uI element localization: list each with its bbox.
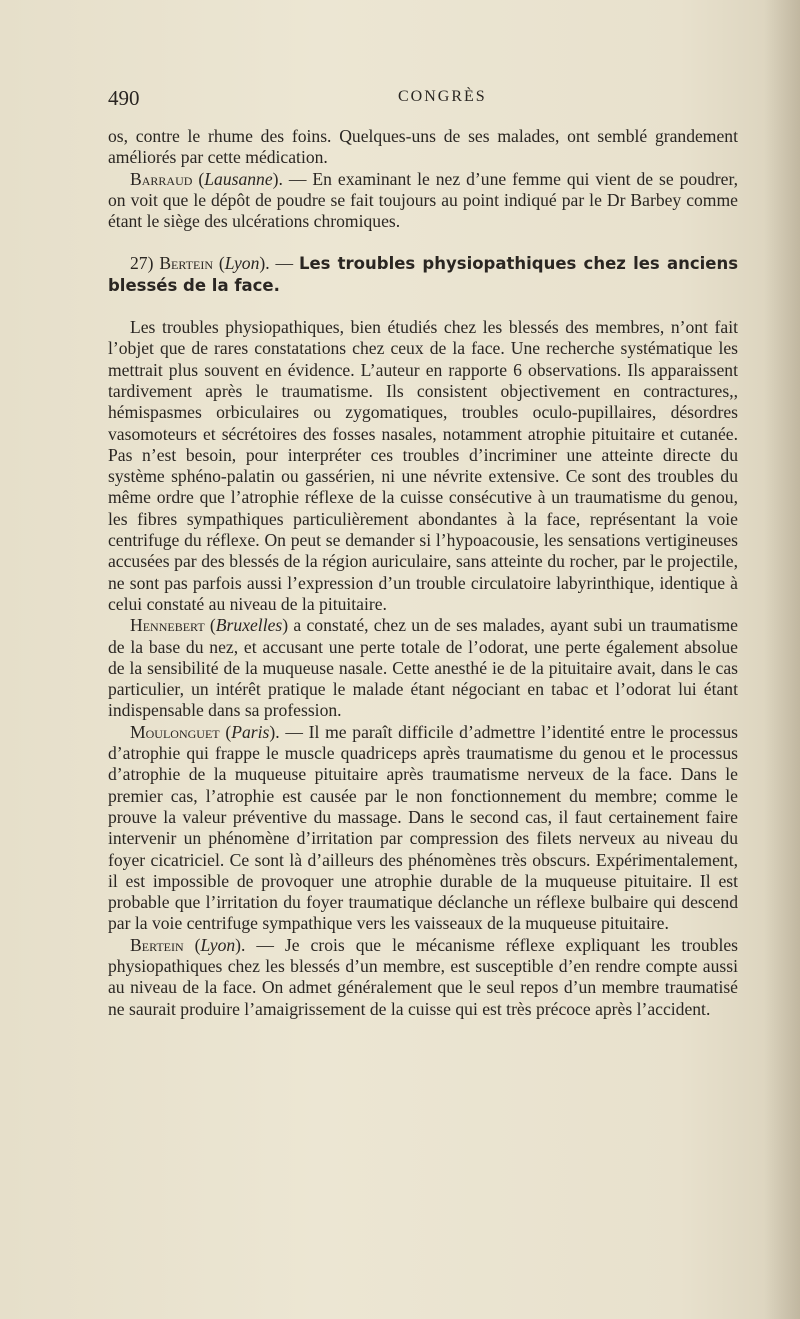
author-city: Paris xyxy=(231,721,270,742)
paragraph-text: — En examinant le nez d’une femme qui vient de se poudrer, on voit que le dépôt de poudre se fait toujours au point indiqué par le Dr Barbey comme étant le siège des ulcérations chromiques. xyxy=(108,168,739,232)
paragraph-text: a constaté, chez un de ses malades, ayant subi un traumatisme de la base du nez, et accusant une perte totale de l’odorat, une perte également absolue de la sensibilité de la muqueuse nasale. Cette anesthé ie de la pituitaire avait, dans le cas particulier, un intérêt pratique le malade étant négociant en tabac et l’odorat lui étant indispensable dans sa profession. xyxy=(108,615,738,721)
author-name: Barraud xyxy=(130,168,193,189)
paragraph-text: . — Je crois que le mécanisme réflexe expliquant les troubles physiopathiques chez les blessés d’un membre, est susceptible d’en rendre compte aussi au niveau de la face. On admet généralement que le seul repos d’un membre traumatisé ne saurait produire l’amaigrissement de la cuisse qui est très précoce après l’accident. xyxy=(108,934,739,1019)
page-number: 490 xyxy=(108,86,140,110)
author-city: Lausanne xyxy=(204,168,273,189)
paragraph-text: . — Il me paraît difficile d’admettre l’identité entre le processus d’atrophie qui frappe le muscle quadriceps après traumatisme du genou et le processus d’atrophie de la muqueuse pituitaire après traumatisme nerveux de la face. Dans le premier cas, l’atrophie est causée par le non fonctionnement du membre; comme le prouve la valeur préventive du massage. Dans le second cas, il faut certainement faire intervenir un phénomène d’irritation par compression des filets nerveux au niveau du foyer cicatriciel. Ce sont là d’ailleurs des phénomènes très obscurs. Expérimentalement, il est impossible de provoquer une atrophie durable de la muqueuse pituitaire. Il est probable que l’irritation du foyer traumatique déclanche un réflexe bulbaire qui descend par la voie centrifuge sympathique vers les vaisseaux de la muqueuse pituitaire. xyxy=(108,721,738,934)
author-city: Lyon xyxy=(224,253,260,274)
paragraph-barraud: Barraud (Lausanne). — En examinant le nez d’une femme qui vient de se poudrer, on voit que le dépôt de poudre se fait toujours au point indiqué par le Dr Barbey comme étant le siège des ulcérations chromiques. xyxy=(108,168,739,232)
paragraph-text: Les troubles physiopathiques, bien étudiés chez les blessés des membres, n’ont fait l’objet que de rares constatations chez ceux de la face. Une recherche systématique les mettrait plus souvent en évidence. L’auteur en rapporte 6 observations. Ils apparaissent tardivement après le traumatisme. Ils consistent objectivement en contractures,, hémispasmes orbiculaires ou zygomatiques, troubles oculo-pupillaires, désordres vasomoteurs et sécrétoires des fosses nasales, notamment atrophie pituitaire et cutanée. Pas n’est besoin, pour interpréter ces troubles d’incriminer une atteinte directe du système sphéno-palatin ou gassérien, ni une névrite extensive. Ce sont des troubles du même ordre que l’atrophie réflexe de la cuisse consécutive à un traumatisme du genou, les fibres sympathiques particulièrement abondantes à la face, représentant la voie centrifuge du réflexe. On peut se demander si l’hypoacousie, les sensations vertigineuses accusées par des blessés de la région auriculaire, sans atteinte du rocher, par le projectile, ne sont pas parfois aussi l’expression d’un trouble circulatoire labyrinthique, identique à celui constaté au niveau de la pituitaire. xyxy=(108,317,738,614)
paragraph-continuation xyxy=(108,126,738,169)
author-city: Bruxelles xyxy=(215,615,283,636)
page-edge-shadow xyxy=(764,0,800,1319)
author-city: Lyon xyxy=(200,934,236,955)
paragraph-heading-27: 27) Bertein (Lyon). — Les troubles physiopathiques chez les anciens blessés de la face. xyxy=(108,253,739,295)
heading-dash: . — xyxy=(265,253,299,274)
paragraph-text: os, contre le rhume des foins. Quelques-uns de ses malades, ont semblé grandement améliorés par cette médication. xyxy=(108,126,738,168)
author-name: Moulonguet xyxy=(130,721,220,742)
item-number: 27) xyxy=(130,253,160,274)
author-name: Bertein xyxy=(130,934,184,955)
paragraph-moulonguet: Moulonguet (Paris). — Il me paraît difficile d’admettre l’identité entre le processus d’atrophie qui frappe le muscle quadriceps après traumatisme du genou et le processus d’atrophie de la muqueuse pituitaire après traumatisme nerveux de la face. Dans le premier cas, l’atrophie est causée par le non fonctionnement du membre; comme le prouve la valeur préventive du massage. Dans le second cas, il faut certainement faire intervenir un phénomène d’irritation par compression des filets nerveux au niveau du foyer cicatriciel. Ce sont là d’ailleurs des phénomènes très obscurs. Expérimentalement, il est impossible de provoquer une atrophie durable de la muqueuse pituitaire. Il est probable que l’irritation du foyer traumatique déclanche un réflexe bulbaire qui descend par la voie centrifuge sympathique vers les vaisseaux de la muqueuse pituitaire. xyxy=(108,721,738,934)
author-name: Bertein xyxy=(159,253,213,274)
paragraph-hennebert: Hennebert (Bruxelles) a constaté, chez un de ses malades, ayant subi un traumatisme de la base du nez, et accusant une perte totale de l’odorat, une perte également absolue de la sensibilité de la muqueuse nasale. Cette anesthé ie de la pituitaire avait, dans le cas particulier, un intérêt pratique le malade étant négociant en tabac et l’odorat lui étant indispensable dans sa profession. xyxy=(108,615,738,721)
section-title: CONGRÈS xyxy=(398,88,487,105)
paragraph-abstract xyxy=(108,317,738,615)
body-text xyxy=(108,126,738,1020)
paragraph-bertein-reply: Bertein (Lyon). — Je crois que le mécanisme réflexe expliquant les troubles physiopathiques chez les blessés d’un membre, est susceptible d’en rendre compte aussi au niveau de la face. On admet généralement que le seul repos d’un membre traumatisé ne saurait produire l’amaigrissement de la cuisse qui est très précoce après l’accident. xyxy=(108,934,739,1019)
running-head xyxy=(108,86,738,112)
author-name: Hennebert xyxy=(130,615,205,636)
article-title: Les troubles physiopathiques chez les anciens blessés de la face. xyxy=(108,254,739,295)
